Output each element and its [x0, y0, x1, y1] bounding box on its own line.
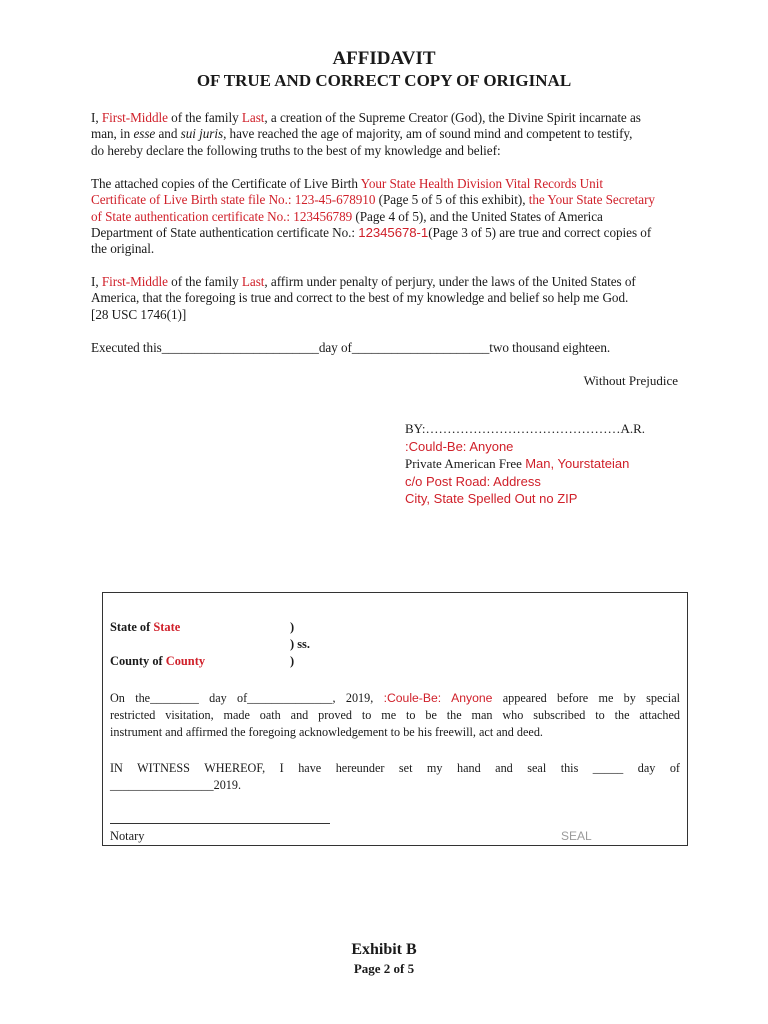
paragraph-line: do hereby declare the following truths to the best of my knowledge and belief:	[91, 142, 501, 158]
name-placeholder: First-Middle	[101, 110, 168, 125]
text-run: (Page 4 of 5), and the United States of America	[352, 208, 603, 224]
state-row	[110, 620, 180, 635]
family-placeholder: Last	[241, 110, 265, 125]
paragraph-line	[91, 192, 679, 208]
county-row	[110, 654, 205, 669]
paragraph-line: restricted visitation, made oath and proved to me to be the man who subscribed to the attached	[110, 708, 680, 722]
affirmation-paragraph	[91, 274, 679, 323]
latin-term-sui-juris: sui juris	[180, 126, 224, 142]
day-blank: ________________________	[161, 340, 319, 355]
dos-cert-placeholder: 12345678-1	[358, 224, 429, 240]
text-run: The attached copies of the Certificate of Live Birth	[91, 176, 361, 191]
witness-paragraph	[110, 760, 680, 794]
address-placeholder: c/o Post Road: Address	[405, 473, 541, 489]
text-run: (Page 5 of 5 of this exhibit),	[375, 192, 529, 208]
text-run: two thousand eighteen.	[489, 340, 611, 355]
text-run: Private American Free	[405, 456, 526, 471]
text-run: of the family	[167, 274, 242, 289]
city-placeholder: City, State Spelled Out no ZIP	[405, 491, 578, 506]
seal-label: SEAL	[561, 829, 592, 843]
paragraph-line	[91, 209, 679, 225]
paragraph-line	[91, 110, 679, 126]
text-run: , affirm under penalty of perjury, under the laws of the United States of	[264, 274, 636, 289]
appearer-placeholder: :Coule-Be: Anyone	[383, 691, 493, 705]
status-placeholder: Man, Yourstateian	[525, 456, 630, 471]
certificate-paragraph	[91, 176, 679, 257]
latin-term-esse: esse	[133, 126, 156, 142]
venue-bracket-ss: ) ss.	[290, 637, 310, 651]
name-placeholder: First-Middle	[101, 274, 168, 289]
text-run: I,	[91, 110, 102, 125]
text-run: man, in	[91, 126, 134, 142]
text-run: Department of State authentication certificate No.:	[91, 224, 359, 240]
file-number-placeholder: Certificate of Live Birth state file No.: 123-45-678910	[91, 192, 376, 208]
text-run: of the family	[167, 110, 242, 125]
notary-label: Notary	[110, 829, 145, 843]
paragraph-line: the original.	[91, 241, 155, 257]
state-cert-placeholder: of State authentication certificate No.: 123456789	[91, 208, 353, 224]
paragraph-line	[91, 176, 679, 192]
family-placeholder: Last	[241, 274, 265, 289]
declaration-paragraph	[91, 110, 679, 159]
exhibit-label: Exhibit B	[351, 941, 417, 958]
text-run: (Page 3 of 5) are true and correct copies of	[428, 224, 652, 240]
signature-block	[405, 420, 645, 508]
text-run: Executed this	[91, 340, 162, 355]
notary-signature-line	[110, 823, 330, 824]
acknowledgement-paragraph	[110, 690, 680, 741]
text-run: I,	[91, 274, 102, 289]
signer-name-placeholder: :Could-Be: Anyone	[405, 438, 514, 454]
text-run: appeared before me by special	[492, 691, 680, 705]
signature-by-line: BY:………………………………………A.R.	[405, 421, 646, 436]
county-placeholder: County	[165, 654, 206, 668]
signer-status	[405, 455, 645, 473]
text-run: , a creation of the Supreme Creator (God), the Divine Spirit incarnate as	[264, 110, 641, 125]
paragraph-line	[91, 225, 679, 241]
text-run: On the________ day of______________, 2019,	[110, 691, 384, 705]
agency-placeholder: Your State Health Division Vital Records Unit	[360, 176, 603, 191]
page-number: Page 2 of 5	[353, 961, 415, 976]
venue-bracket: )	[290, 654, 295, 668]
secretary-placeholder: the Your State Secretary	[528, 192, 655, 208]
document-subtitle: OF TRUE AND CORRECT COPY OF ORIGINAL	[196, 71, 572, 90]
state-placeholder: State	[153, 620, 181, 634]
paragraph-line	[110, 690, 680, 707]
paragraph-line: _________________2019.	[110, 778, 242, 792]
document-title: AFFIDAVIT	[332, 48, 436, 69]
text-run: , have reached the age of majority, am of sound mind and competent to testify,	[223, 126, 633, 142]
text-run: day of	[318, 340, 352, 355]
text-run: and	[155, 126, 181, 142]
paragraph-line: America, that the foregoing is true and correct to the best of my knowledge and belief so help me God.	[91, 290, 629, 306]
paragraph-line	[91, 126, 679, 142]
paragraph-line	[91, 274, 679, 290]
paragraph-line	[91, 340, 679, 356]
executed-line	[91, 340, 679, 356]
venue-bracket: )	[290, 620, 295, 634]
month-blank: _____________________	[351, 340, 490, 355]
paragraph-line: instrument and affirmed the foregoing acknowledgement to be his freewill, act and deed.	[110, 725, 543, 739]
county-label: County of	[110, 654, 166, 668]
statute-citation: [28 USC 1746(1)]	[91, 306, 187, 322]
without-prejudice: Without Prejudice	[583, 373, 678, 388]
paragraph-line: IN WITNESS WHEREOF, I have hereunder set my hand and seal this _____ day of	[110, 761, 680, 775]
state-label: State of	[110, 620, 154, 634]
notary-acknowledgement-box	[102, 592, 688, 846]
